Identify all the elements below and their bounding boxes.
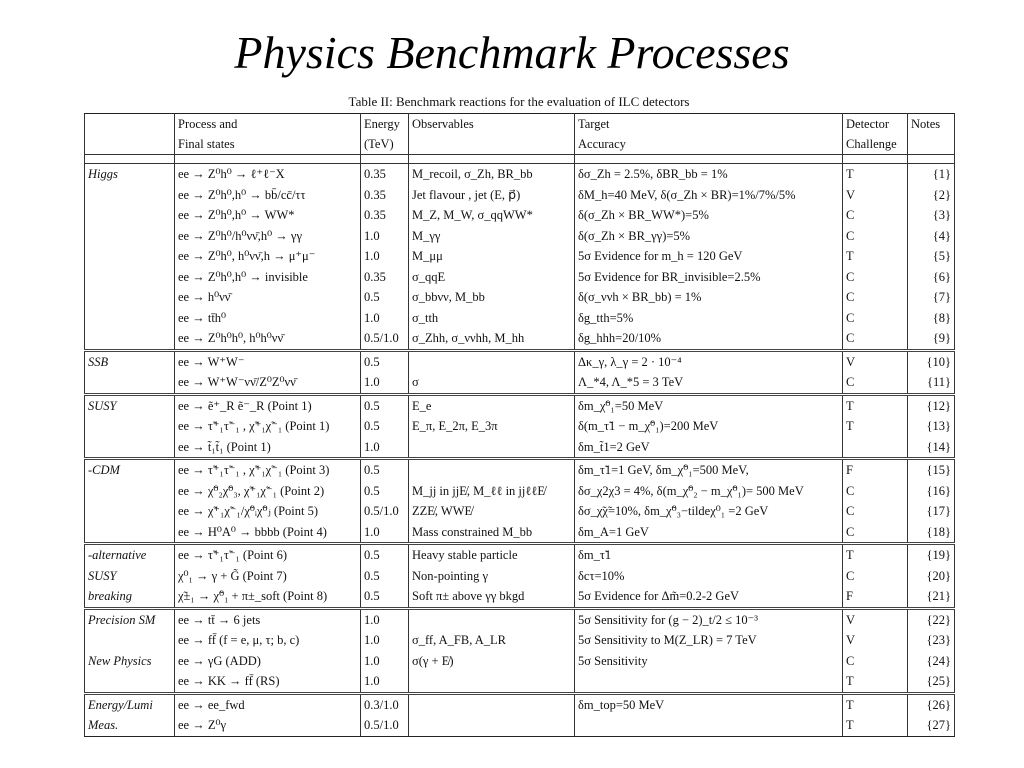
observables-header: Observables — [409, 114, 575, 135]
target-header: Accuracy — [575, 134, 843, 155]
observables-cell: M_jj in jjE̸, M_ℓℓ in jjℓℓE̸ — [409, 481, 575, 502]
energy-cell: 0.5 — [361, 459, 409, 481]
process-cell: ee → t̃₁t̃₁ (Point 1) — [175, 437, 361, 459]
observables-cell: M_recoil, σ_Zh, BR_bb — [409, 164, 575, 185]
challenge-cell: T — [843, 164, 908, 185]
process-cell: χ⁰₁ → γ + G̃ (Point 7) — [175, 566, 361, 587]
notes-cell: {27} — [908, 715, 955, 736]
observables-cell — [409, 608, 575, 630]
table-row — [85, 522, 955, 544]
challenge-cell: V — [843, 630, 908, 651]
challenge-cell: F — [843, 459, 908, 481]
notes-cell: {12} — [908, 394, 955, 416]
table-row — [85, 715, 955, 736]
challenge-cell: C — [843, 481, 908, 502]
notes-cell: {16} — [908, 481, 955, 502]
notes-cell: {25} — [908, 671, 955, 693]
table-row — [85, 501, 955, 522]
notes-header: Notes — [908, 114, 955, 135]
energy-cell: 0.5 — [361, 481, 409, 502]
process-cell: ee → Z⁰h⁰,h⁰ → WW* — [175, 205, 361, 226]
notes-cell: {11} — [908, 372, 955, 394]
group-cell: SUSY — [85, 566, 175, 587]
notes-cell: {1} — [908, 164, 955, 185]
process-cell: ee → Z⁰h⁰h⁰, h⁰h⁰νν̄ — [175, 328, 361, 350]
process-cell: ee → τ̃⁺₁τ̃⁻₁ , χ̃⁺₁χ̃⁻₁ (Point 3) — [175, 459, 361, 481]
observables-cell: M_μμ — [409, 246, 575, 267]
group-cell — [85, 416, 175, 437]
group-cell: -CDM — [85, 459, 175, 481]
slide-title: Physics Benchmark Processes — [234, 27, 790, 78]
process-cell: ee → ee_fwd — [175, 693, 361, 715]
target-cell: 5σ Sensitivity to M(Z_LR) = 7 TeV — [575, 630, 843, 651]
table-row — [85, 566, 955, 587]
group-cell — [85, 481, 175, 502]
process-cell: ee → γG (ADD) — [175, 651, 361, 672]
process-cell: χ̃±₁ → χ̃⁰₁ + π±_soft (Point 8) — [175, 586, 361, 608]
table-row — [85, 164, 955, 185]
table-row — [85, 350, 955, 372]
target-cell: δσ_χ̃χ̃=10%, δm_χ̃⁰₃−tildeχ⁰₁ =2 GeV — [575, 501, 843, 522]
challenge-cell: T — [843, 715, 908, 736]
table-row — [85, 185, 955, 206]
table-row — [85, 671, 955, 693]
spacer-cell — [175, 155, 361, 164]
challenge-cell: V — [843, 608, 908, 630]
observables-cell: σ_ff, A_FB, A_LR — [409, 630, 575, 651]
energy-cell: 1.0 — [361, 630, 409, 651]
target-cell: δg_hhh=20/10% — [575, 328, 843, 350]
observables-cell — [409, 459, 575, 481]
notes-cell: {26} — [908, 693, 955, 715]
group-cell: Higgs — [85, 164, 175, 185]
process-cell: ee → KK → ff̄ (RS) — [175, 671, 361, 693]
observables-cell — [409, 350, 575, 372]
group-cell — [85, 437, 175, 459]
table-row — [85, 205, 955, 226]
target-cell: δcτ=10% — [575, 566, 843, 587]
spacer-cell — [409, 155, 575, 164]
process-cell: ee → ff̄ (f = e, μ, τ; b, c) — [175, 630, 361, 651]
notes-cell: {6} — [908, 267, 955, 288]
target-cell: 5σ Evidence for Δm̃=0.2-2 GeV — [575, 586, 843, 608]
challenge-header: Detector — [843, 114, 908, 135]
observables-cell: Mass constrained M_bb — [409, 522, 575, 544]
table-row — [85, 693, 955, 715]
process-cell: ee → χ̃⁺₁χ̃⁻₁/χ̃⁰ᵢχ̃⁰ⱼ (Point 5) — [175, 501, 361, 522]
target-cell: δm_τ̃1=1 GeV, δm_χ̃⁰₁=500 MeV, — [575, 459, 843, 481]
process-cell: ee → χ̃⁰₂χ̃⁰₃, χ̃⁺₁χ̃⁻₁ (Point 2) — [175, 481, 361, 502]
benchmark-table — [84, 113, 955, 737]
observables-cell: E_π, E_2π, E_3π — [409, 416, 575, 437]
energy-cell: 0.5 — [361, 586, 409, 608]
energy-cell: 0.5/1.0 — [361, 501, 409, 522]
target-cell: δ(σ_Zh × BR_γγ)=5% — [575, 226, 843, 247]
process-cell: ee → Z⁰h⁰,h⁰ → bb̄/cc̄/ττ — [175, 185, 361, 206]
challenge-cell: T — [843, 544, 908, 566]
notes-cell: {9} — [908, 328, 955, 350]
energy-cell: 0.3/1.0 — [361, 693, 409, 715]
observables-cell: Heavy stable particle — [409, 544, 575, 566]
group-cell: Precision SM — [85, 608, 175, 630]
energy-cell: 0.5 — [361, 287, 409, 308]
table-row — [85, 246, 955, 267]
process-cell: ee → ẽ⁺_R ẽ⁻_R (Point 1) — [175, 394, 361, 416]
target-cell: δm_τ̃1 — [575, 544, 843, 566]
target-header: Target — [575, 114, 843, 135]
target-cell: 5σ Sensitivity — [575, 651, 843, 672]
table-row — [85, 372, 955, 394]
target-cell — [575, 671, 843, 693]
observables-cell: σ(γ + E̸) — [409, 651, 575, 672]
group-cell — [85, 630, 175, 651]
notes-cell: {13} — [908, 416, 955, 437]
target-cell: δ(σ_ννh × BR_bb) = 1% — [575, 287, 843, 308]
notes-cell: {22} — [908, 608, 955, 630]
challenge-header: Challenge — [843, 134, 908, 155]
observables-cell: σ_qqE — [409, 267, 575, 288]
target-cell: δg_tth=5% — [575, 308, 843, 329]
table-row — [85, 459, 955, 481]
target-cell: Δκ_γ, λ_γ = 2 · 10⁻⁴ — [575, 350, 843, 372]
observables-cell: σ — [409, 372, 575, 394]
process-cell: ee → tt̄ → 6 jets — [175, 608, 361, 630]
process-cell: ee → W⁺W⁻νν̄/Z⁰Z⁰νν̄ — [175, 372, 361, 394]
process-cell: ee → τ̃⁺₁τ̃⁻₁ (Point 6) — [175, 544, 361, 566]
challenge-cell: C — [843, 501, 908, 522]
table-row — [85, 630, 955, 651]
notes-cell: {10} — [908, 350, 955, 372]
process-cell: ee → τ̃⁺₁τ̃⁻₁ , χ̃⁺₁χ̃⁻₁ (Point 1) — [175, 416, 361, 437]
notes-cell: {4} — [908, 226, 955, 247]
challenge-cell — [843, 437, 908, 459]
group-cell: breaking — [85, 586, 175, 608]
challenge-cell: C — [843, 566, 908, 587]
header-spacer — [85, 155, 955, 164]
group-cell — [85, 287, 175, 308]
spacer-cell — [361, 155, 409, 164]
notes-cell: {8} — [908, 308, 955, 329]
energy-cell: 0.35 — [361, 164, 409, 185]
challenge-cell: C — [843, 308, 908, 329]
observables-cell: ZZE̸, WWE̸ — [409, 501, 575, 522]
notes-cell: {23} — [908, 630, 955, 651]
group-cell — [85, 328, 175, 350]
group-cell — [85, 522, 175, 544]
group-header — [85, 134, 175, 155]
challenge-cell: T — [843, 246, 908, 267]
group-cell: -alternative — [85, 544, 175, 566]
process-cell: ee → Z⁰h⁰, h⁰νν̄,h → μ⁺μ⁻ — [175, 246, 361, 267]
table-row — [85, 437, 955, 459]
target-cell: 5σ Evidence for BR_invisible=2.5% — [575, 267, 843, 288]
energy-cell: 1.0 — [361, 651, 409, 672]
group-cell — [85, 226, 175, 247]
table-row — [85, 308, 955, 329]
process-cell: ee → Z⁰h⁰ → ℓ⁺ℓ⁻X — [175, 164, 361, 185]
observables-cell — [409, 437, 575, 459]
group-header — [85, 114, 175, 135]
energy-cell: 1.0 — [361, 522, 409, 544]
process-cell: ee → h⁰νν̄ — [175, 287, 361, 308]
target-cell: δM_h=40 MeV, δ(σ_Zh × BR)=1%/7%/5% — [575, 185, 843, 206]
process-cell: ee → H⁰A⁰ → bbbb (Point 4) — [175, 522, 361, 544]
notes-cell: {21} — [908, 586, 955, 608]
spacer-cell — [575, 155, 843, 164]
energy-cell: 1.0 — [361, 437, 409, 459]
group-cell — [85, 185, 175, 206]
energy-cell: 0.5/1.0 — [361, 715, 409, 736]
target-cell: δ(m_τ̃1 − m_χ̃⁰₁)=200 MeV — [575, 416, 843, 437]
notes-cell: {2} — [908, 185, 955, 206]
challenge-cell: V — [843, 185, 908, 206]
table-row — [85, 394, 955, 416]
table-row — [85, 416, 955, 437]
table-row — [85, 651, 955, 672]
process-header: Process and — [175, 114, 361, 135]
target-cell: 5σ Evidence for m_h = 120 GeV — [575, 246, 843, 267]
challenge-cell: C — [843, 651, 908, 672]
challenge-cell: C — [843, 522, 908, 544]
observables-cell — [409, 671, 575, 693]
table-row — [85, 328, 955, 350]
target-cell: δm_χ̃⁰₁=50 MeV — [575, 394, 843, 416]
challenge-cell: C — [843, 205, 908, 226]
process-cell: ee → W⁺W⁻ — [175, 350, 361, 372]
group-cell: Meas. — [85, 715, 175, 736]
notes-cell: {14} — [908, 437, 955, 459]
notes-cell: {20} — [908, 566, 955, 587]
energy-header: Energy — [361, 114, 409, 135]
energy-cell: 1.0 — [361, 608, 409, 630]
observables-cell: Soft π± above γγ bkgd — [409, 586, 575, 608]
notes-cell: {19} — [908, 544, 955, 566]
observables-cell: Non-pointing γ — [409, 566, 575, 587]
energy-cell: 1.0 — [361, 671, 409, 693]
observables-cell: E_e — [409, 394, 575, 416]
target-cell: δm_A=1 GeV — [575, 522, 843, 544]
challenge-cell: C — [843, 267, 908, 288]
notes-cell: {3} — [908, 205, 955, 226]
challenge-cell: C — [843, 226, 908, 247]
target-cell: δσ_Zh = 2.5%, δBR_bb = 1% — [575, 164, 843, 185]
notes-cell: {17} — [908, 501, 955, 522]
process-cell: ee → Z⁰h⁰/h⁰νν̄,h⁰ → γγ — [175, 226, 361, 247]
notes-cell: {15} — [908, 459, 955, 481]
table-row — [85, 586, 955, 608]
observables-cell — [409, 693, 575, 715]
target-cell: δm_t̃1=2 GeV — [575, 437, 843, 459]
target-cell: δσ_χ2χ3 = 4%, δ(m_χ̃⁰₂ − m_χ̃⁰₁)= 500 MeV — [575, 481, 843, 502]
target-cell: 5σ Sensitivity for (g − 2)_t/2 ≤ 10⁻³ — [575, 608, 843, 630]
challenge-cell: T — [843, 693, 908, 715]
energy-cell: 0.5/1.0 — [361, 328, 409, 350]
observables-cell: σ_Zhh, σ_ννhh, M_hh — [409, 328, 575, 350]
notes-cell: {7} — [908, 287, 955, 308]
notes-cell: {18} — [908, 522, 955, 544]
group-cell: New Physics — [85, 651, 175, 672]
challenge-cell: T — [843, 671, 908, 693]
energy-cell: 0.5 — [361, 566, 409, 587]
group-cell: SSB — [85, 350, 175, 372]
energy-cell: 1.0 — [361, 226, 409, 247]
table-row — [85, 287, 955, 308]
target-cell: δ(σ_Zh × BR_WW*)=5% — [575, 205, 843, 226]
target-cell — [575, 715, 843, 736]
group-cell — [85, 372, 175, 394]
energy-cell: 1.0 — [361, 372, 409, 394]
header-row — [85, 114, 955, 135]
observables-cell: σ_tth — [409, 308, 575, 329]
observables-cell: σ_bbνν, M_bb — [409, 287, 575, 308]
target-cell: δm_top=50 MeV — [575, 693, 843, 715]
energy-cell: 0.35 — [361, 205, 409, 226]
energy-cell: 1.0 — [361, 246, 409, 267]
table-row — [85, 226, 955, 247]
table-row — [85, 481, 955, 502]
notes-cell: {5} — [908, 246, 955, 267]
group-cell — [85, 308, 175, 329]
challenge-cell: F — [843, 586, 908, 608]
observables-cell: M_Z, M_W, σ_qqWW* — [409, 205, 575, 226]
group-cell: SUSY — [85, 394, 175, 416]
energy-cell: 0.5 — [361, 544, 409, 566]
energy-cell: 0.35 — [361, 267, 409, 288]
challenge-cell: T — [843, 394, 908, 416]
header-row — [85, 134, 955, 155]
energy-cell: 0.5 — [361, 394, 409, 416]
target-cell: Λ_*4, Λ_*5 = 3 TeV — [575, 372, 843, 394]
energy-cell: 0.5 — [361, 416, 409, 437]
group-cell: Energy/Lumi — [85, 693, 175, 715]
energy-cell: 0.35 — [361, 185, 409, 206]
observables-cell: Jet flavour , jet (E, p⃗) — [409, 185, 575, 206]
challenge-cell: C — [843, 287, 908, 308]
challenge-cell: C — [843, 372, 908, 394]
energy-cell: 0.5 — [361, 350, 409, 372]
group-cell — [85, 671, 175, 693]
spacer-cell — [843, 155, 908, 164]
notes-header — [908, 134, 955, 155]
spacer-cell — [85, 155, 175, 164]
challenge-cell: C — [843, 328, 908, 350]
challenge-cell: V — [843, 350, 908, 372]
table-row — [85, 544, 955, 566]
challenge-cell: T — [843, 416, 908, 437]
group-cell — [85, 267, 175, 288]
group-cell — [85, 205, 175, 226]
energy-header: (TeV) — [361, 134, 409, 155]
process-cell: ee → Z⁰γ — [175, 715, 361, 736]
energy-cell: 1.0 — [361, 308, 409, 329]
table-caption: Table II: Benchmark reactions for the evaluation of ILC detectors — [348, 94, 690, 109]
table-body — [85, 114, 955, 737]
notes-cell: {24} — [908, 651, 955, 672]
spacer-cell — [908, 155, 955, 164]
group-cell — [85, 501, 175, 522]
table-row — [85, 608, 955, 630]
observables-cell: M_γγ — [409, 226, 575, 247]
observables-header — [409, 134, 575, 155]
group-cell — [85, 246, 175, 267]
process-header: Final states — [175, 134, 361, 155]
process-cell: ee → tt̄h⁰ — [175, 308, 361, 329]
table-row — [85, 267, 955, 288]
process-cell: ee → Z⁰h⁰,h⁰ → invisible — [175, 267, 361, 288]
observables-cell — [409, 715, 575, 736]
